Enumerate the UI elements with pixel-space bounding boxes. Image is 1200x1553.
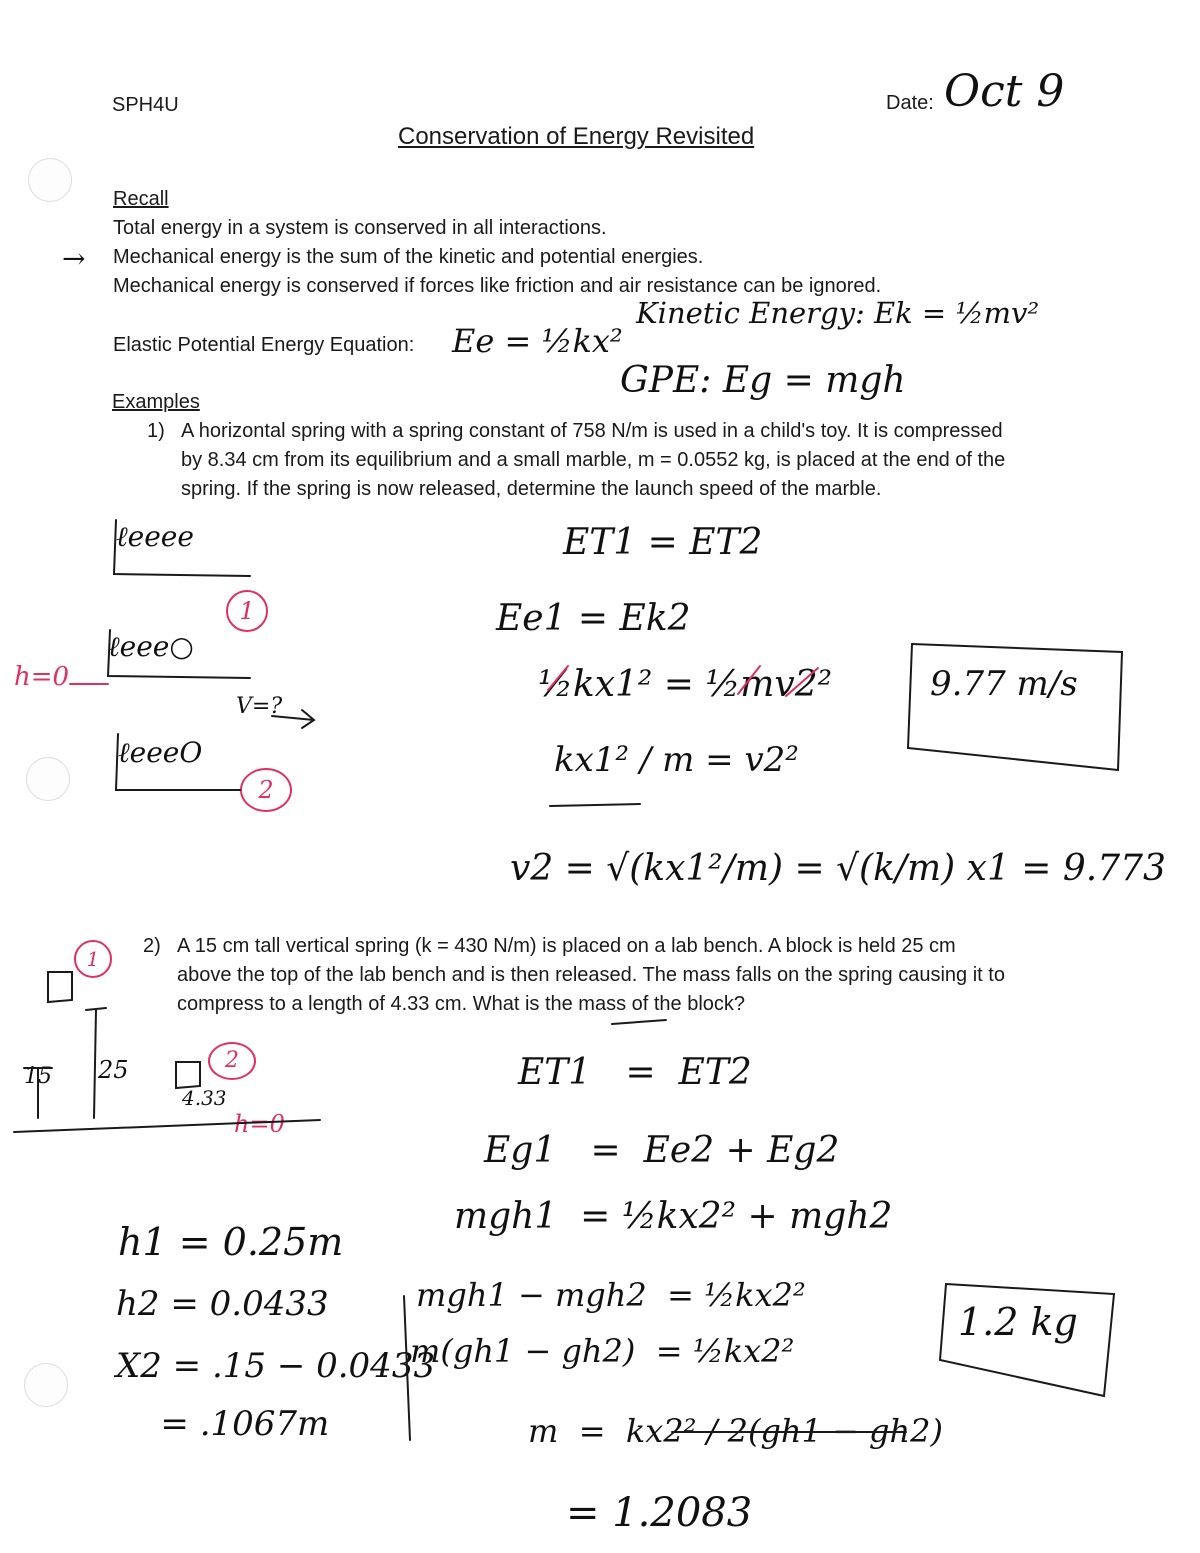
q1-work-5: v2 = √(kx1²/m) = √(k/m) x1 = 9.773 bbox=[510, 848, 1166, 889]
recall-arrow-icon: → bbox=[62, 242, 86, 275]
q2-given-3: X2 = .15 − 0.0433 bbox=[116, 1346, 436, 1386]
q1-spring-top: ℓeeee bbox=[116, 520, 194, 553]
recall-line-1: Total energy in a system is conserved in all interactions. bbox=[113, 217, 607, 239]
q2-state-2: 2 bbox=[208, 1042, 256, 1080]
q1-line-2: by 8.34 cm from its equilibrium and a small marble, m = 0.0552 kg, is placed at the end of the bbox=[181, 449, 1006, 471]
q1-velocity-label: V=? bbox=[236, 694, 283, 719]
elastic-equation-hand: Ee = ½kx² bbox=[452, 322, 623, 360]
q2-label-15: 15 bbox=[24, 1064, 52, 1089]
q2-work-2: Eg1 = Ee2 + Eg2 bbox=[484, 1130, 840, 1171]
q2-line-1: A 15 cm tall vertical spring (k = 430 N/m) is placed on a lab bench. A block is held 25 cm bbox=[177, 935, 956, 957]
q2-sketch-height-25 bbox=[86, 1008, 106, 1118]
q1-work-4: kx1² / m = v2² bbox=[554, 740, 799, 780]
q1-line-3: spring. If the spring is now released, determine the launch speed of the marble. bbox=[181, 478, 882, 500]
q2-given-2: h2 = 0.0433 bbox=[116, 1284, 329, 1324]
q1-spring-mid: ℓeee○ bbox=[108, 630, 194, 663]
q1-sketch-wall-bot bbox=[116, 734, 240, 790]
date-value: Oct 9 bbox=[944, 66, 1065, 117]
q1-fraction-bar bbox=[550, 804, 640, 806]
date-label: Date: bbox=[886, 92, 934, 114]
page-title: Conservation of Energy Revisited bbox=[398, 123, 755, 150]
recall-heading: Recall bbox=[113, 188, 169, 210]
gpe-equation-hand: GPE: Eg = mgh bbox=[620, 360, 906, 401]
recall-line-3: Mechanical energy is conserved if forces like friction and air resistance can be ignored. bbox=[113, 275, 882, 297]
q2-number: 2) bbox=[143, 935, 161, 957]
q1-sketch-wall-top bbox=[114, 520, 250, 576]
q2-sketch-spring-left bbox=[24, 1068, 52, 1118]
q2-sketch-bench bbox=[14, 1120, 320, 1132]
recall-line-2: Mechanical energy is the sum of the kinetic and potential energies. bbox=[113, 246, 704, 268]
q2-work-4: mgh1 − mgh2 = ½kx2² bbox=[416, 1276, 806, 1314]
q2-line-2: above the top of the lab bench and is then released. The mass falls on the spring causing it to bbox=[177, 964, 1005, 986]
elastic-equation-label: Elastic Potential Energy Equation: bbox=[113, 334, 415, 356]
q2-work-1: ET1 = ET2 bbox=[518, 1052, 752, 1093]
q1-cancel-half-left bbox=[548, 666, 568, 690]
q2-line-3: compress to a length of 4.33 cm. What is the mass of the block? bbox=[177, 993, 746, 1015]
q1-answer: 9.77 m/s bbox=[930, 664, 1078, 704]
q2-label-433: 4.33 bbox=[182, 1086, 227, 1110]
q1-sketch-wall-mid bbox=[108, 630, 250, 678]
q2-given-4: = .1067m bbox=[128, 1404, 330, 1444]
q2-sketch-block-1 bbox=[48, 972, 72, 1002]
q2-underline bbox=[612, 1020, 666, 1024]
q1-number: 1) bbox=[147, 420, 165, 442]
q1-work-2: Ee1 = Ek2 bbox=[496, 598, 691, 639]
q1-answer-box bbox=[908, 644, 1122, 770]
q2-work-6: m = kx2² / 2(gh1 − gh2) bbox=[528, 1412, 943, 1450]
q2-work-7: = 1.2083 bbox=[566, 1490, 753, 1536]
q2-work-5: m(gh1 − gh2) = ½kx2² bbox=[410, 1332, 795, 1370]
q1-work-1: ET1 = ET2 bbox=[563, 522, 763, 563]
q2-label-25: 25 bbox=[98, 1056, 129, 1084]
q1-height-label: h=0 bbox=[14, 662, 70, 692]
q2-state-1: 1 bbox=[74, 940, 112, 978]
kinetic-equation-hand: Kinetic Energy: Ek = ½mv² bbox=[636, 296, 1040, 330]
q1-spring-bot: ℓeeeO bbox=[118, 736, 203, 769]
course-code: SPH4U bbox=[112, 94, 179, 116]
q1-cancel-m bbox=[786, 668, 818, 696]
q1-launch-arrow bbox=[272, 710, 314, 728]
q2-sketch-block-2 bbox=[176, 1062, 200, 1088]
q2-answer-box bbox=[940, 1284, 1114, 1396]
q2-work-3: mgh1 = ½kx2² + mgh2 bbox=[454, 1196, 893, 1237]
q1-line-1: A horizontal spring with a spring constant of 758 N/m is used in a child's toy. It is compressed bbox=[181, 420, 1003, 442]
q1-cancel-half-right bbox=[738, 666, 760, 694]
examples-heading: Examples bbox=[112, 391, 200, 413]
q1-state-2: 2 bbox=[240, 768, 292, 812]
q2-givens-bracket bbox=[404, 1296, 410, 1440]
q2-answer: 1.2 kg bbox=[958, 1300, 1078, 1344]
q2-given-1: h1 = 0.25m bbox=[118, 1220, 344, 1264]
q1-work-3: ½kx1² = ½mv2² bbox=[538, 664, 833, 705]
q2-height-label: h=0 bbox=[234, 1110, 285, 1138]
q1-state-1: 1 bbox=[226, 590, 268, 632]
